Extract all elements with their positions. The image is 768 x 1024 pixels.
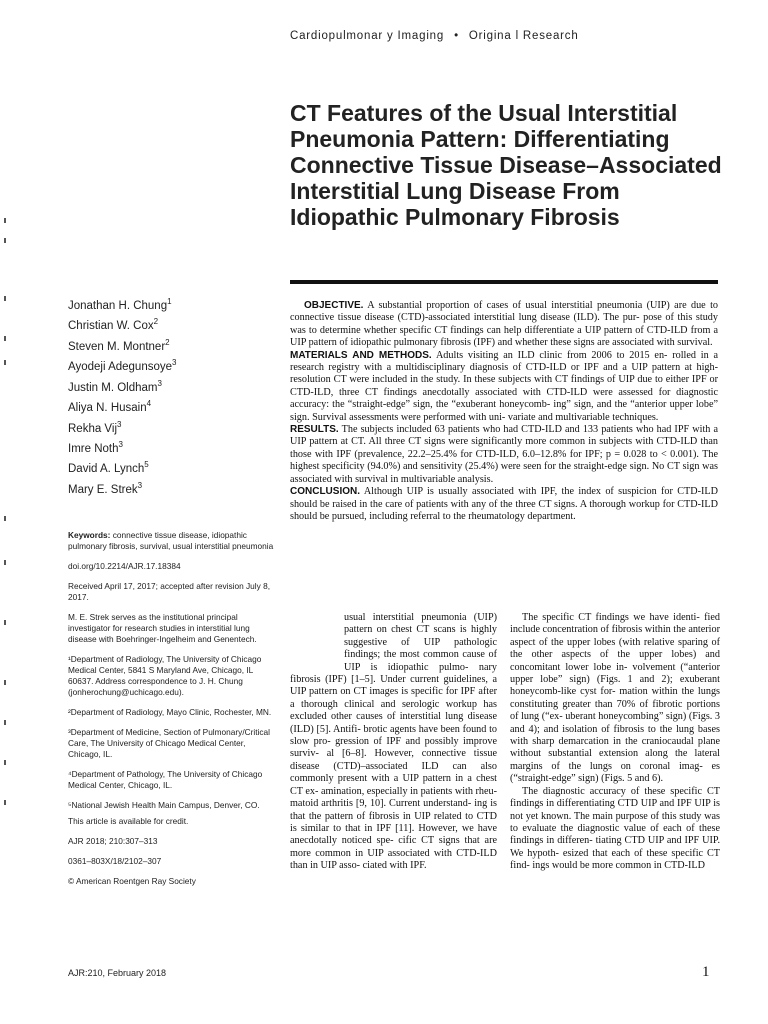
abstract-objective [290, 300, 718, 350]
author-name: Christian W. Cox [68, 320, 154, 333]
issn: 0361–803X/18/2102–307 [68, 856, 162, 866]
header-separator: • [454, 30, 459, 42]
abstract-results [290, 424, 718, 486]
body-column-2 [510, 612, 720, 873]
footer-journal: AJR:210, February 2018 [68, 968, 167, 978]
doi: doi.org/10.2214/AJR.17.18384 [68, 561, 181, 571]
author-affiliation-marker: 3 [137, 480, 143, 490]
author-list [68, 294, 176, 498]
margin-tick [4, 360, 6, 365]
body-paragraph: The diagnostic accuracy of these specific CT findings in differentiating CTD UIP and IPF UIP is not yet known. The main purpose of this study was to evaluate the diagnostic value of each of these findings in differen- tiating CTD UIP and IPF UIP. We hypoth- esized that each of these specific CT find- ings would be more common in CTD-ILD [510, 785, 720, 872]
title-rule [290, 280, 718, 284]
body-column-1 [290, 612, 497, 873]
author-affiliation-marker: 3 [172, 358, 177, 368]
author-affiliation-marker: 3 [157, 378, 162, 388]
margin-marks [2, 200, 10, 820]
margin-tick [4, 680, 6, 685]
author [68, 355, 176, 375]
author-affiliation-marker: 2 [165, 337, 170, 347]
author [68, 335, 176, 355]
received-date: Received April 17, 2017; accepted after revision July 8, 2017. [68, 581, 271, 602]
author-affiliation-marker: 3 [117, 419, 122, 429]
author [68, 376, 176, 396]
margin-tick [4, 296, 6, 301]
author-name: Steven M. Montner [68, 340, 166, 353]
author [68, 396, 176, 416]
margin-tick [4, 760, 6, 765]
author [68, 314, 176, 334]
affiliation-4: ⁴Department of Pathology, The University of Chicago Medical Center, Chicago, IL. [68, 769, 263, 790]
running-header [290, 30, 579, 42]
header-type: Origina l Research [468, 30, 579, 42]
author-affiliation-marker: 5 [144, 460, 149, 470]
author-affiliation-marker: 4 [146, 399, 152, 409]
author-name: Justin M. Oldham [68, 381, 158, 394]
author [68, 478, 176, 498]
drop-cap-space [290, 612, 344, 672]
affiliation-5: ⁵National Jewish Health Main Campus, Denver, CO. [68, 800, 260, 810]
sidebar [68, 530, 278, 896]
keywords-text: connective tissue disease, idiopathic pulmonary fibrosis, survival, usual interstitial pneumonia [68, 530, 274, 551]
author-name: Jonathan H. Chung [68, 299, 168, 312]
margin-tick [4, 800, 6, 805]
author-affiliation-marker: 3 [118, 439, 123, 449]
copyright: © American Roentgen Ray Society [68, 876, 196, 886]
abstract-conclusion [290, 486, 718, 523]
objective-text: A substantial proportion of cases of usual interstitial pneumonia (UIP) are due to connective tissue disease (CTD)-associated interstitial lung disease (ILD). The pur- pose of this study was to determine whether specific CT findings can help differentiate a UIP pattern of CTD-ILD from a UIP pattern of idiopathic pulmonary fibrosis (IPF) and whether these signs are associated with survival. [290, 300, 719, 349]
body-paragraph: usual interstitial pneumonia (UIP) pattern on chest CT scans is highly suggestive of UIP pathologic findings; the most common cause of UIP is idiopathic pulmo- nary fibrosis (IPF) [1–5]. Under current guidelines, a UIP pattern on CT images is specific for IPF after a thorough clinical and serologic workup has excluded other causes of interstitial lung disease (ILD) [5]. Antifi- brotic agents have been found to slow pro- gression of IPF and possibly improve surviv- al [6–8]. However, connective tissue disease (CTD)–associated ILD can also commonly present with a UIP pattern in a chest CT ex- amination, especially in patients with rheu- matoid arthritis [9, 10]. Current understand- ing is that the pattern of fibrosis in UIP related to CTD is similar to that in IPF [11]. However, we have anecdotally noticed spe- cific CT signs that are more common in UIP associated with CTD-ILD than in UIP asso- ciated with IPF. [290, 612, 497, 872]
affiliation-3: ³Department of Medicine, Section of Pulmonary/Critical Care, The University of Chicago Medical Center, Chicago, IL. [68, 727, 270, 759]
margin-tick [4, 336, 6, 341]
author-affiliation-marker: 2 [153, 317, 159, 327]
affiliation-1: ¹Department of Radiology, The University of Chicago Medical Center, 5841 S Maryland Ave, Chicago, IL 60637. Address correspondence to J. H. Chung (jonherochung@uchicago.edu). [68, 654, 262, 697]
margin-tick [4, 218, 6, 223]
margin-tick [4, 720, 6, 725]
header-section: Cardiopulmonar y Imaging [290, 30, 445, 42]
author [68, 457, 176, 477]
margin-tick [4, 560, 6, 565]
article-title: CT Features of the Usual Interstitial Pneumonia Pattern: Differentiating Connective Tissue Disease–Associated Interstitial Lung Disease From Idiopathic Pulmonary Fibrosis [290, 100, 722, 230]
margin-tick [4, 238, 6, 243]
conclusion-label: CONCLUSION. [290, 486, 360, 498]
page-number: 1 [702, 964, 710, 980]
author-name: Imre Noth [68, 442, 119, 455]
citation: AJR 2018; 210:307–313 [68, 836, 158, 846]
conclusion-text: Although UIP is usually associated with IPF, the index of suspicion for CTD-ILD should be raised in the care of patients with any of the three CT signs. A thorough workup for CTD-ILD should be pursued, including referral to the rheumatology department. [290, 486, 719, 522]
author-affiliation-marker: 1 [167, 297, 172, 306]
author-name: Aliya N. Husain [68, 401, 147, 414]
methods-text: Adults visiting an ILD clinic from 2006 to 2015 en- rolled in a research registry with a multidisciplinary diagnosis of CTD-ILD or IPF and a UIP pattern at high-resolution CT were included in the study. In these subjects with CT findings of UIP due to either IPF or CTD-ILD, three CT findings anecdotally associated with CTD-ILD were assessed for diagnostic accuracy: the “straight-edge” sign, the “exuberant honeycomb- ing” sign, and the “anterior upper lobe” sign. Survival assessments were performed with uni- variate and multivariable techniques. [290, 349, 719, 423]
methods-label: MATERIALS AND METHODS. [290, 349, 432, 361]
disclosure: M. E. Strek serves as the institutional principal investigator for research studies in interstitial lung disease with Boehringer-Ingelheim and Genentech. [68, 612, 257, 644]
keywords-label: Keywords: [68, 530, 111, 540]
author-name: David A. Lynch [68, 463, 145, 476]
credit-note: This article is available for credit. [68, 816, 189, 826]
author-name: Ayodeji Adegunsoye [68, 361, 173, 374]
objective-label: OBJECTIVE. [304, 300, 364, 311]
results-label: RESULTS. [290, 424, 339, 436]
results-text: The subjects included 63 patients who had CTD-ILD and 133 patients who had IPF with a UIP pattern at CT. All three CT signs were significantly more common in subjects with CTD-ILD than those with IPF (prevalence, 22.2–25.4% for CTD-ILD, 6.0–12.8% for IPF; p = 0.028 to < 0.001). The highest specificity (94.0%) and sensitivity (25.4%) were seen for the straight-edge sign. No CT sign was associated with survival in multivariable analysis. [290, 424, 718, 485]
abstract [290, 300, 718, 523]
author [68, 437, 176, 457]
keywords [68, 530, 278, 552]
margin-tick [4, 620, 6, 625]
margin-tick [4, 516, 6, 521]
author-name: Rekha Vij [68, 422, 118, 435]
author [68, 417, 176, 437]
author-name: Mary E. Strek [68, 483, 138, 496]
body-paragraph: The specific CT findings we have identi- fied include concentration of fibrosis within the anterior aspect of the upper lobes (with relative sparing of the other aspects of the upper lobes) and concomitant lower lobe in- volvement (“anterior upper lobe” sign) (Figs. 1 and 2); exuberant honeycomb-like cyst for- mation within the lungs constituting greater than 70% of fibrotic portions of lung (“ex- uberant honeycombing” sign) (Figs. 3 and 4); and isolation of fibrosis to the lung bases with sharp demarcation in the craniocaudal plane without substantial extension along the lateral margins of the lungs on coronal imag- es (“straight-edge” sign) (Figs. 5 and 6). [510, 612, 720, 785]
abstract-methods [290, 350, 718, 424]
affiliation-2: ²Department of Radiology, Mayo Clinic, Rochester, MN. [68, 707, 272, 717]
author [68, 294, 176, 314]
